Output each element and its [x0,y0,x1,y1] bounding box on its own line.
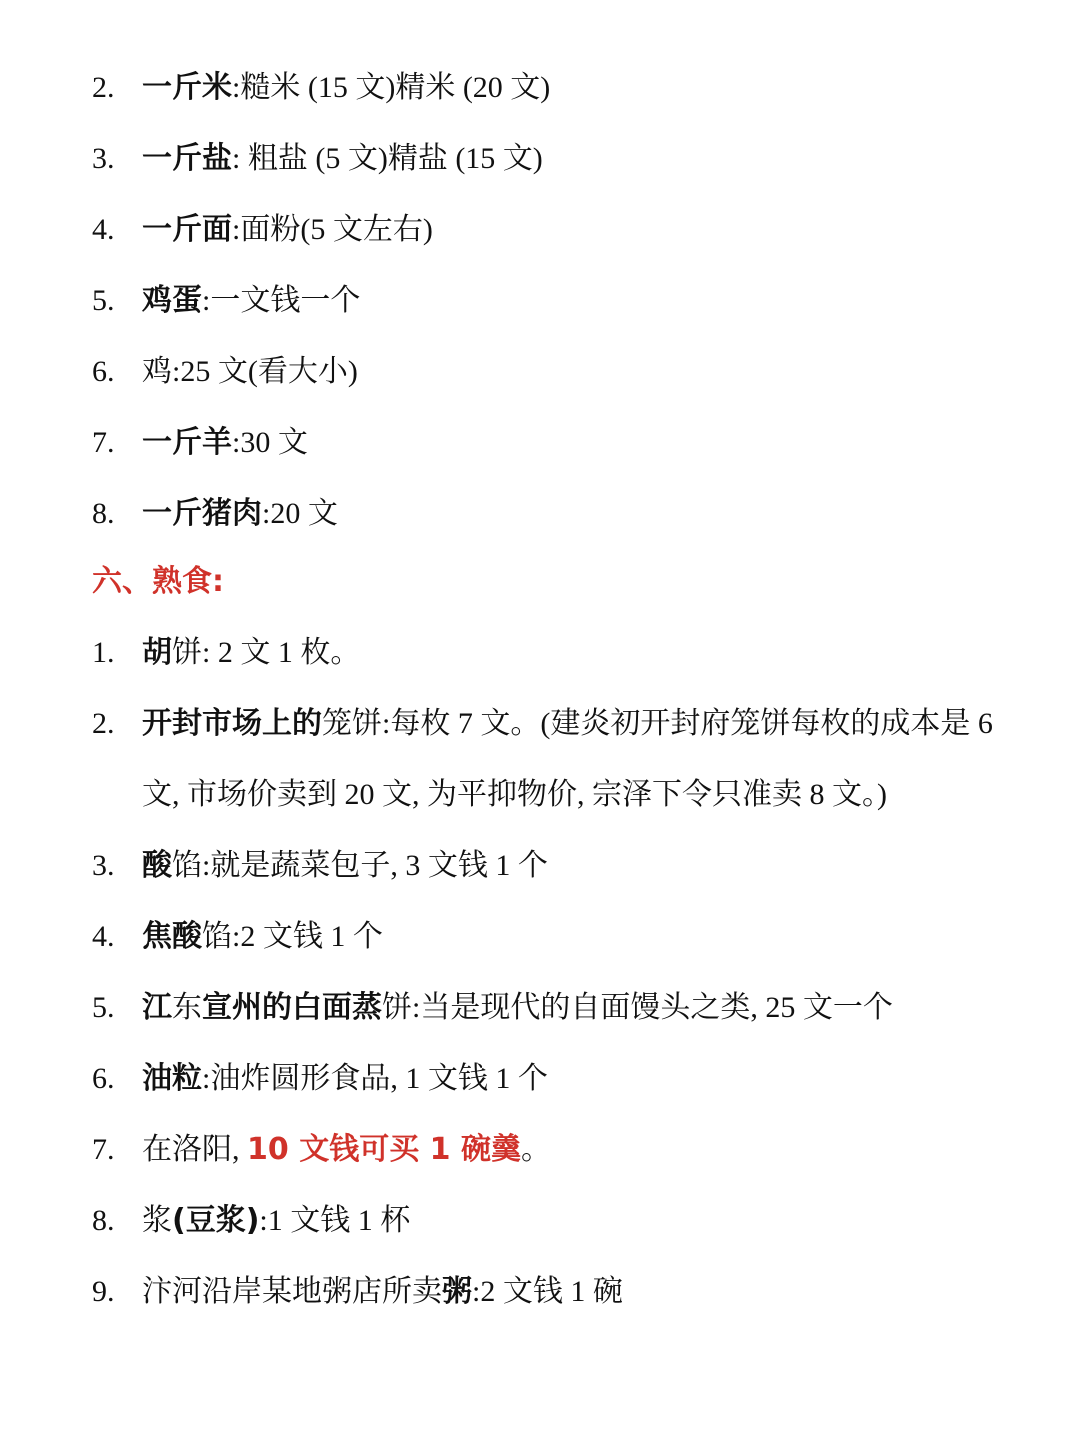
text-run: :一文钱一个 [202,284,361,317]
list-item-text [142,123,1022,194]
text-run: :糙米 (15 文)精米 (20 文) [232,71,551,104]
bold-text: 开封市场上的 [142,706,322,741]
list-item-number: 5. [92,284,115,317]
list-item [0,265,1080,336]
list-item [0,123,1080,194]
list-item-number: 8. [92,1204,115,1237]
list-item [0,972,1080,1043]
bold-text: (豆浆) [172,1203,260,1238]
list-item-number: 5. [92,991,115,1024]
list-item-text [142,478,1022,549]
list-item-number: 7. [92,1133,115,1166]
text-run: 饼: 2 文 1 枚。 [172,636,361,669]
list-item-number: 2. [92,71,115,104]
bold-text: 江 [142,990,172,1025]
list-item-text [142,336,1022,407]
list-item-text [142,1185,1022,1256]
section-heading: 六、熟食: [92,564,224,599]
bold-text: 油粒 [142,1061,202,1096]
list-item [0,901,1080,972]
text-run: 饼:当是现代的自面馒头之类, 25 文一个 [382,991,893,1024]
list-item-text [142,1256,1022,1327]
list-item-text [142,1114,1022,1185]
list-item-number: 9. [92,1275,115,1308]
list-item [0,617,1080,688]
list-item [0,194,1080,265]
list-item-number: 6. [92,355,115,388]
bold-text: 焦酸 [142,919,202,954]
list-item-number: 3. [92,849,115,882]
list-item-text [142,52,1022,123]
list-item-number: 3. [92,142,115,175]
bold-text: 一斤盐 [142,141,232,176]
bold-text: 粥 [442,1274,472,1309]
text-run: 鸡:25 文(看大小) [142,355,358,388]
list-item [0,336,1080,407]
bold-text: 一斤米 [142,70,232,105]
list-item-number: 1. [92,636,115,669]
list-item-text [142,901,1022,972]
text-run: :2 文钱 1 碗 [472,1275,623,1308]
bold-text: 一斤猪肉 [142,496,262,531]
text-run: 。 [520,1133,551,1166]
highlight-text: 10 文钱可买 1 碗羹 [247,1132,521,1167]
text-run: 浆 [142,1204,172,1237]
list-item-text [142,688,1010,830]
price-list-raw-goods [0,52,1080,549]
list-item-number: 4. [92,920,115,953]
list-item [0,1185,1080,1256]
list-item [0,830,1080,901]
list-item [0,1256,1080,1327]
price-list-cooked-food [0,617,1080,1327]
list-item [0,1043,1080,1114]
text-run: :20 文 [262,497,338,530]
list-item [0,407,1080,478]
list-item-number: 7. [92,426,115,459]
text-run: 汴河沿岸某地粥店所卖 [142,1275,442,1308]
text-run: :1 文钱 1 杯 [259,1204,411,1237]
list-item [0,52,1080,123]
text-run: :油炸圆形食品, 1 文钱 1 个 [202,1062,548,1095]
bold-text: 一斤面 [142,212,232,247]
text-run: 在洛阳, [142,1133,247,1166]
list-item-number: 8. [92,497,115,530]
list-item-text [142,830,1022,901]
bold-text: 一斤羊 [142,425,232,460]
list-item-text [142,407,1022,478]
list-item-text [142,972,1022,1043]
list-item-text [142,617,1022,688]
text-run: 馅:就是蔬菜包子, 3 文钱 1 个 [172,849,548,882]
list-item-number: 6. [92,1062,115,1095]
text-run: 东 [172,991,202,1024]
list-item-text [142,265,1022,336]
text-run: 馅:2 文钱 1 个 [202,920,383,953]
bold-text: 胡 [142,635,172,670]
list-item [0,1114,1080,1185]
list-item-number: 4. [92,213,115,246]
list-item [0,688,1080,830]
bold-text: 宣州的白面蒸 [202,990,382,1025]
list-item-text [142,194,1022,265]
text-run: :面粉(5 文左右) [232,213,433,246]
text-run: 笼饼:每枚 7 文。(建炎初开封府笼饼每枚的成本是 6 文, 市场价卖到 20 文, 为平抑物价, 宗泽下令只准卖 8 文。) [142,707,993,811]
list-item [0,478,1080,549]
text-run: :30 文 [232,426,308,459]
list-item-text [142,1043,1022,1114]
bold-text: 鸡蛋 [142,283,202,318]
list-item-number: 2. [92,707,115,740]
text-run: : 粗盐 (5 文)精盐 (15 文) [232,142,543,175]
bold-text: 酸 [142,848,172,883]
